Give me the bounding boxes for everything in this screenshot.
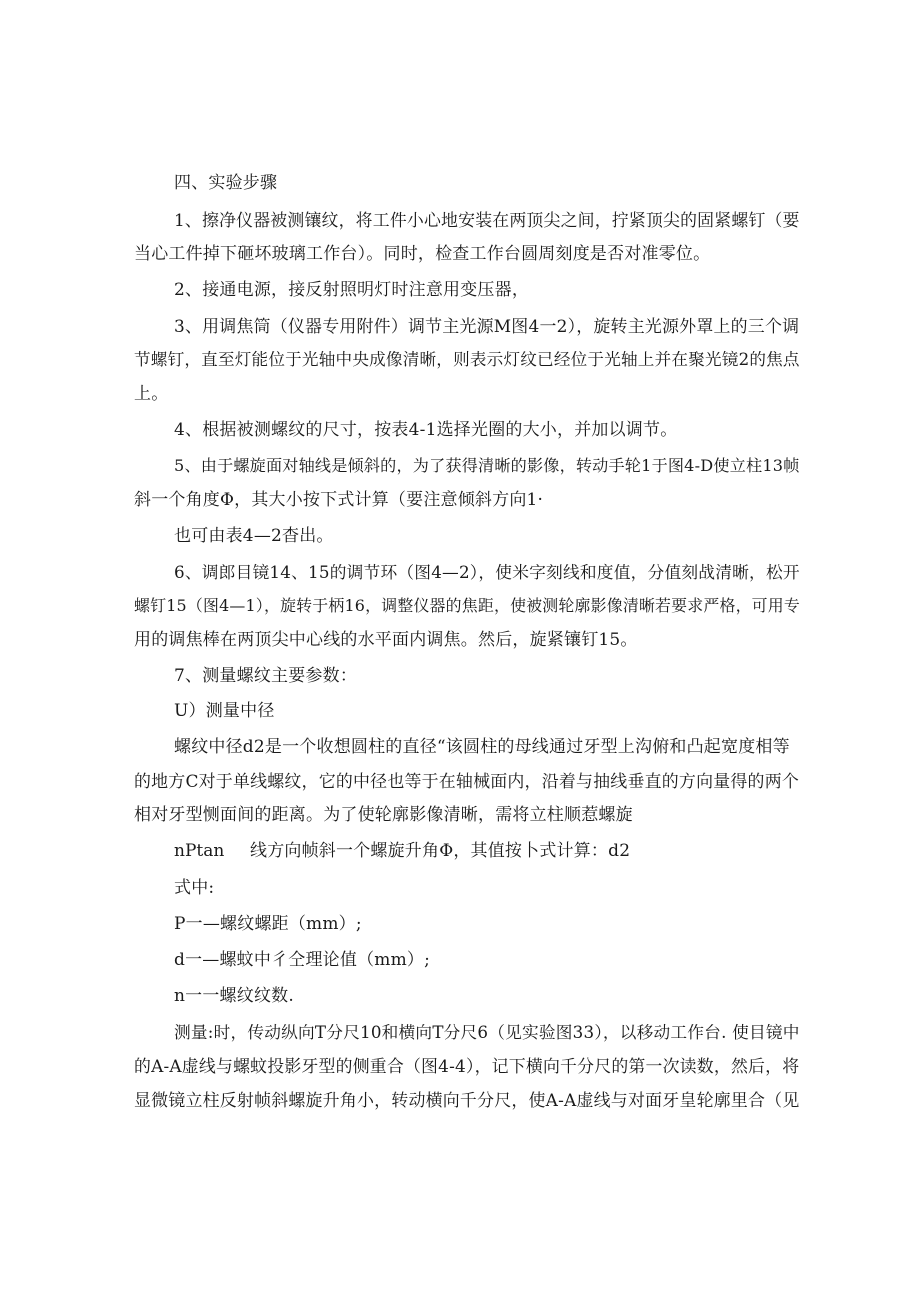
section-title: 四、实验步骤 — [174, 173, 278, 193]
step-6-line-3: 用的调焦棒在两顶尖中心线的水平面内调焦。然后，旋紧镶钉15。 — [134, 630, 638, 650]
step-2: 2、接通电源，接反射照明灯时注意用变压器， — [174, 280, 530, 300]
definition-p: P一—螺纹螺距（mm）; — [174, 914, 362, 934]
step-3-line-1: 3、用调焦筒（仪器专用附件）调节主光源M图4一2），旋转主光源外罩上的三个调 — [174, 316, 800, 336]
measurement-line-1: 测量:时，传动纵向T分尺10和横向T分尺6（见实验图33），以移动工作台. 使目镜中 — [174, 1022, 800, 1042]
step-6-line-2: 螺钉15（图4—1），旋转于柄16，调整仪器的焦距，使被测轮廓影像清晰若要求严格，可用专 — [134, 596, 801, 615]
measurement-line-3: 显微镜立柱反射帧斜螺旋升角小，转动横向千分尺，使A-A虚线与对面牙皇轮廓里合（见 — [134, 1090, 800, 1110]
step-6-line-1: 6、调郎目镜14、15的调节环（图4—2），使米字刻线和度值，分值刻战清晰，松开 — [174, 562, 800, 582]
step-5-line-2: 斜一个角度Φ，其大小按下式计算（要注意倾斜方向1· — [134, 490, 544, 510]
step-7: 7、测量螺纹主要参数： — [174, 666, 358, 686]
step-5-line-3: 也可由表4—2杳出。 — [174, 526, 334, 546]
step-1-line-2: 当心工件掉下砸坏玻璃工作台）。同时，检查工作台圆周刻度是否对准零位。 — [134, 244, 711, 264]
step-3-line-3: 上。 — [134, 384, 169, 404]
step-4: 4、根据被测螺纹的尺寸，按表4-1选择光圈的大小，并加以调节。 — [174, 420, 678, 440]
where-label: 式中: — [174, 878, 215, 898]
paragraph-line-1: 螺纹中径d2是一个收想圆柱的直径“该圆柱的母线通过牙型上沟俯和凸起宽度相等 — [174, 737, 790, 757]
step-1-line-1: 1、擦净仪器被测镶纹，将工件小心地安装在两顶尖之间，拧紧顶尖的固紧螺钉（要 — [174, 210, 800, 230]
definition-n: n一一螺纹纹数. — [174, 986, 294, 1006]
step-3-line-2: 节螺钉，直至灯能位于光轴中央成像清晰，则表示灯纹已经位于光轴上并在聚光镜2的焦点 — [134, 350, 800, 369]
measurement-line-2: 的A-A虚线与螺蚊投影牙型的侧重合（图4-4），记下横向千分尺的第一次读数，然后，将 — [134, 1056, 800, 1076]
subsection-pitch-diameter: U）测量中径 — [174, 701, 275, 721]
paragraph-line-3: 相对牙型恻面间的距离。为了使轮廓影像清晰，需将立柱顺惹螺旋 — [134, 805, 633, 825]
definition-d: d一—螺蚊中彳仝理论值（mm）; — [174, 950, 431, 970]
formula-fragment: nPtan — [174, 841, 225, 861]
paragraph-line-2: 的地方C对于单线螺纹，它的中径也等于在轴械面内，沿着与抽线垂直的方向量得的两个 — [134, 771, 799, 791]
step-5-line-1: 5、由于螺旋面对轴线是倾斜的，为了获得清晰的影像，转动手轮1于图4-D使立柱13帧 — [174, 456, 800, 475]
formula-description: 线方向帧斜一个螺旋升角Φ，其值按卜式计算：d2 — [250, 841, 631, 861]
